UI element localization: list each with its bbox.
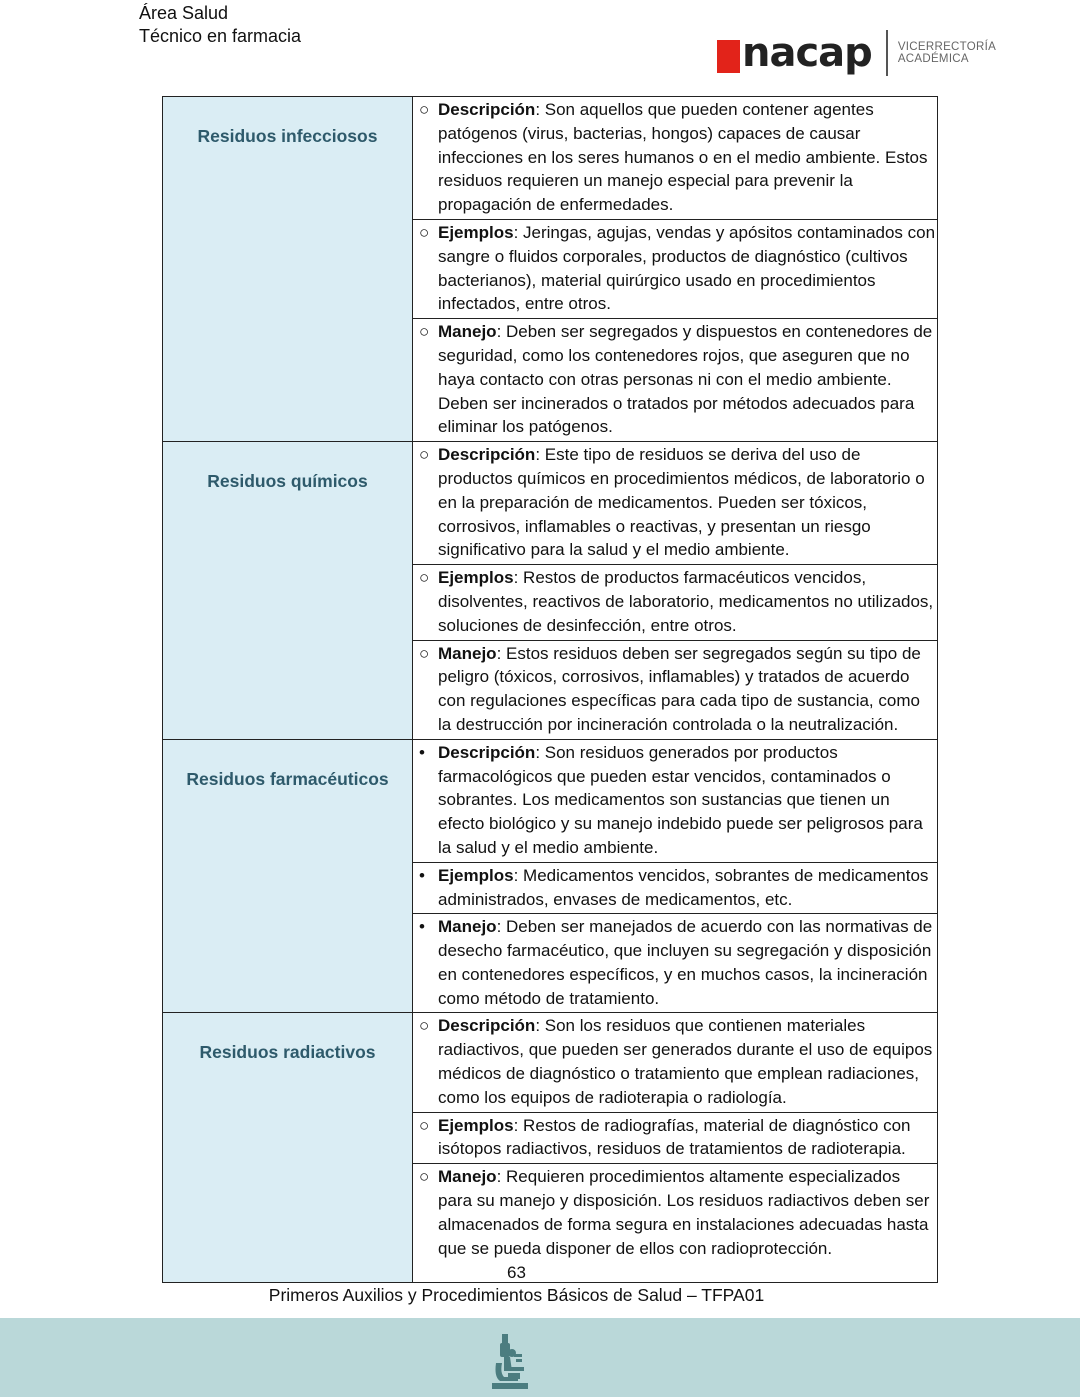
item-text xyxy=(438,566,937,637)
item-term: Descripción xyxy=(438,445,536,465)
item-body: : Son aquellos que pueden contener agentes patógenos (virus, bacterias, hongos) capaces de causar infecciones en los seres humanos o en el medio ambiente. Estos residuos requieren un manejo especial para prevenir la propagación de enfermedades. xyxy=(438,100,928,215)
item-text xyxy=(438,98,937,217)
item-term: Descripción xyxy=(438,1016,536,1036)
item-body: : Deben ser manejados de acuerdo con las normativas de desecho farmacéutico, que incluyen su segregación y disposición en contenedores específicos, y en muchos casos, la incineración como método de tratamiento. xyxy=(438,917,933,1008)
item-term: Manejo xyxy=(438,322,497,342)
item-body: : Este tipo de residuos se deriva del uso de productos químicos en procedimientos médicos, de laboratorio o en la preparación de medicamentos. Pueden ser tóxicos, corrosivos, inflamables o reactivas, y presentan un riesgo significativo para la salud y el medio ambiente. xyxy=(438,445,925,560)
microscope-icon xyxy=(490,1333,530,1391)
bullet-disc-icon: • xyxy=(419,742,425,762)
item-body: : Jeringas, agujas, vendas y apósitos contaminados con sangre o fluidos corporales, productos de diagnóstico (cultivos bacterianos), material quirúrgico usado en procedimientos infectados, entre otros. xyxy=(438,222,936,314)
category-label: Residuos radiactivos xyxy=(199,1042,376,1063)
item-text xyxy=(438,642,937,737)
bullet-circle-icon: ○ xyxy=(419,222,430,242)
item-body: : Son los residuos que contienen materiales radiactivos, que pueden ser generados durante el uso de equipos médicos de diagnóstico o tratamiento que emplean radiaciones, como los equipos de radioterapia o radiología. xyxy=(438,1016,933,1107)
category-label: Residuos infecciosos xyxy=(197,126,378,146)
item-text xyxy=(438,1014,937,1109)
item-text xyxy=(438,443,937,562)
waste-types-table xyxy=(162,96,938,1283)
inacap-logo xyxy=(717,28,996,78)
logo-divider xyxy=(886,30,888,76)
item-cell xyxy=(413,565,938,640)
header-area-text xyxy=(139,2,301,48)
item-body: : Estos residuos deben ser segregados según su tipo de peligro (tóxicos, corrosivos, inflamables) y tratados de acuerdo con regulaciones específicas para cada tipo de sustancia, como la destrucción por incineración controlada o la neutralización. xyxy=(438,643,921,734)
item-term: Ejemplos xyxy=(438,222,514,242)
item-text xyxy=(438,1165,937,1260)
item-term: Ejemplos xyxy=(438,1115,514,1135)
item-cell xyxy=(413,914,938,1013)
bullet-circle-icon: ○ xyxy=(419,1016,430,1036)
header-area: Área Salud xyxy=(139,3,229,23)
page-number: 63 xyxy=(507,1263,526,1282)
category-cell xyxy=(163,97,413,442)
item-term: Manejo xyxy=(438,643,497,663)
bullet-circle-icon: ○ xyxy=(419,1167,430,1187)
table-row xyxy=(163,97,938,220)
item-term: Ejemplos xyxy=(438,568,514,588)
bullet-circle-icon: ○ xyxy=(419,100,430,119)
footer-band xyxy=(0,1318,1080,1397)
category-cell xyxy=(163,1013,413,1283)
item-body: : Requieren procedimientos altamente especializados para su manejo y disposición. Los residuos radiactivos deben ser almacenados de forma segura en instalaciones adecuadas hasta que se pueda disponer de ellos con radioprotección. xyxy=(438,1167,930,1258)
logo-mark-icon xyxy=(717,40,740,73)
table-row xyxy=(163,739,938,862)
bullet-circle-icon: ○ xyxy=(419,568,430,588)
item-cell xyxy=(413,1112,938,1164)
item-text xyxy=(438,864,937,912)
item-text xyxy=(438,741,937,860)
bullet-disc-icon: • xyxy=(419,917,425,937)
bullet-circle-icon: ○ xyxy=(419,445,430,465)
item-term: Descripción xyxy=(438,100,536,119)
table-row xyxy=(163,442,938,565)
logo-subtitle-line2: ACADÉMICA xyxy=(897,53,969,65)
item-body: : Medicamentos vencidos, sobrantes de medicamentos administrados, envases de medicamentos, etc. xyxy=(438,865,929,909)
header-program: Técnico en farmacia xyxy=(139,26,302,46)
logo-subtitle-line1: VICERRECTORÍA xyxy=(897,41,997,53)
item-cell xyxy=(413,97,938,220)
logo-subtitle xyxy=(898,41,996,65)
bullet-circle-icon: ○ xyxy=(419,1115,430,1135)
item-term: Manejo xyxy=(438,917,497,937)
item-body: : Son residuos generados por productos farmacológicos que pueden estar vencidos, contaminados o sobrantes. Los medicamentos son sustancias que tienen un efecto biológico y su manejo indebido puede ser peligrosos para la salud y el medio ambiente. xyxy=(438,742,923,857)
course-title: Primeros Auxilios y Procedimientos Básicos de Salud – TFPA01 xyxy=(268,1285,765,1305)
item-cell xyxy=(413,862,938,914)
item-text xyxy=(438,320,937,439)
item-cell xyxy=(413,1013,938,1112)
item-term: Ejemplos xyxy=(438,865,514,885)
item-body: : Restos de productos farmacéuticos vencidos, disolventes, reactivos de laboratorio, medicamentos no utilizados, soluciones de desinfección, entre otros. xyxy=(438,568,934,635)
item-cell xyxy=(413,739,938,862)
category-label: Residuos farmacéuticos xyxy=(186,768,389,789)
item-term: Descripción xyxy=(438,742,536,762)
item-term: Manejo xyxy=(438,1167,497,1187)
bullet-circle-icon: ○ xyxy=(419,322,430,342)
item-cell xyxy=(413,640,938,739)
item-text xyxy=(438,221,937,316)
category-label: Residuos químicos xyxy=(207,471,368,492)
category-cell xyxy=(163,739,413,1013)
item-text xyxy=(438,1114,937,1162)
item-text xyxy=(438,915,937,1010)
item-body: : Deben ser segregados y dispuestos en contenedores de seguridad, como los contenedores rojos, que aseguren que no haya contacto con otras personas ni con el medio ambiente. Deben ser incinerados o tratados por métodos adecuados para eliminar los patógenos. xyxy=(438,322,933,437)
bullet-disc-icon: • xyxy=(419,865,425,885)
logo-wordmark: nacap xyxy=(742,30,872,76)
item-cell xyxy=(413,219,938,318)
item-body: : Restos de radiografías, material de diagnóstico con isótopos radiactivos, residuos de tratamientos de radioterapia. xyxy=(438,1115,911,1159)
item-cell xyxy=(413,442,938,565)
item-cell xyxy=(413,319,938,442)
bullet-circle-icon: ○ xyxy=(419,643,430,663)
table-row xyxy=(163,1013,938,1112)
category-cell xyxy=(163,442,413,740)
